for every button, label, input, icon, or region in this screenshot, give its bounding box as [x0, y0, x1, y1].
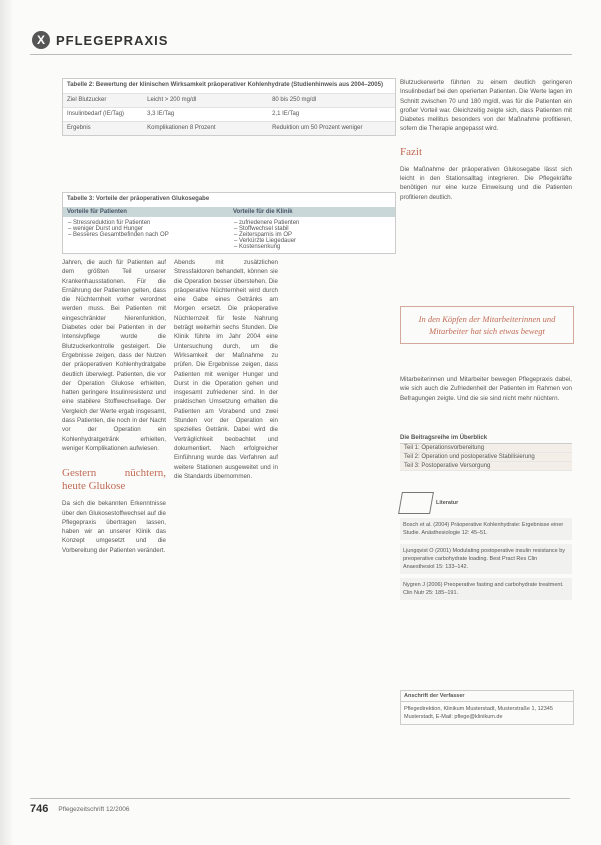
- section-title: PFLEGEPRAXIS: [56, 32, 169, 48]
- header: [32, 28, 168, 52]
- table-cell: Reduktion um 50 Prozent weniger: [272, 124, 363, 131]
- body-text: Blutzuckerwerte führten zu einem deutlich geringeren Insulinbedarf bei den operierten Patienten. Die Werte lagen im Schnitt zwischen 70 und 180 mg/dl, was für die Patienten ein großer Vorteil war. Gleichzeitig zeigte sich, dass Patienten mit Diabetes mellitus besonders von der Maßnahme profitieren, sofern die Therapie angepasst wird.: [400, 79, 572, 133]
- series-item: Teil 3: Postoperative Versorgung: [400, 462, 572, 471]
- table-3: [62, 192, 396, 254]
- body-text: Die Maßnahme der präoperativen Glukosegabe lässt sich leicht in den Stationsalltag integrieren. Die Pflegekräfte benötigen nur eine kurze Einweisung und die Patienten profitieren deutlich.: [400, 165, 572, 201]
- reference: Nygren J (2006) Preoperative fasting and carbohydrate treatment. Clin Nutr 25: 185–191.: [400, 578, 572, 600]
- table-cell: Leicht > 200 mg/dl: [147, 96, 197, 103]
- book-icon: [398, 492, 434, 514]
- list-item: – Stoffwechsel stabil: [239, 226, 391, 232]
- series-box-title: Die Beitragsreihe im Überblick: [400, 433, 572, 444]
- body-text: Mitarbeiterinnen und Mitarbeiter bewegen Pflegepraxis dabei, wie sich auch die Zufriedenheit der Patienten im Rahmen von Befragungen zeigte. Und die sie sind nicht mehr nüchtern.: [400, 376, 572, 402]
- series-item: Teil 2: Operation und postoperative Stabilisierung: [400, 453, 572, 462]
- list-item: – Zeitersparnis im OP: [239, 232, 391, 238]
- table-cell: Ergebnis: [67, 124, 91, 131]
- pull-quote: In den Köpfen der Mitarbeiterinnen und Mitarbeiter hat sich etwas bewegt: [400, 306, 574, 344]
- section-logo: X: [32, 31, 50, 49]
- table-cell: 2,1 IE/Tag: [272, 110, 300, 117]
- subheading: Gestern nüchtern, heute Glukose: [62, 467, 166, 493]
- table-title: Tabelle 2: Bewertung der klinischen Wirksamkeit präoperativer Kohlenhydrate (Studienhinweis aus 2004–2005): [67, 82, 383, 88]
- list-item: – zufriedenere Patienten: [239, 220, 391, 226]
- body-text: Da sich die bekannten Erkenntnisse über den Glukosestoffwechsel auf die Pflegepraxis übertragen lassen, haben wir an unserer Klinik das Konzept umgesetzt und die Vorbereitung der Patienten verändert.: [62, 500, 166, 554]
- list-item: – Kostensenkung: [239, 244, 391, 250]
- table-row: [63, 107, 395, 121]
- list-item: – weniger Durst und Hunger: [73, 226, 225, 232]
- list-item: – Besseres Gesamtbefinden nach OP: [73, 232, 225, 238]
- divider: [30, 54, 572, 55]
- series-box: [400, 433, 572, 471]
- table-cell: Komplikationen 8 Prozent: [147, 124, 216, 131]
- table-row: [63, 121, 395, 135]
- body-text: Jahren, die auch für Patienten auf dem größten Teil unserer Krankenhausstationen. Für die Ernährung der Patienten gelten, dass die Nüchternheit vorher verordnet werden muss. Bei Patienten mit eingeschränkter Nierenfunktion, Diabetes oder bei Patienten in der Intensivpflege wurde die Blutzuckerkontrolle gesteigert. Die Ergebnisse zeigen, dass der Nutzen der präoperativen Kohlenhydratgabe deutlich überwiegt. Patienten, die vor der Operation Glukose erhielten, hatten geringere Insulinresistenz und eine stabilere Stoffwechsellage. Der Vergleich der Werte ergab insgesamt, dass Patienten, die noch in der Nacht vor der Operation ein Kohlenhydratgetränk erhielten, weniger Komplikationen aufwiesen.: [62, 259, 166, 452]
- literature-box: [400, 492, 572, 604]
- table-head-cell: Vorteile für die Klinik: [233, 208, 293, 215]
- table-head-cell: Vorteile für Patienten: [67, 208, 127, 215]
- list-left: [63, 217, 229, 253]
- table-cell: 80 bis 250 mg/dl: [272, 96, 317, 103]
- reference: Ljungqvist O (2001) Modulating postoperative insulin resistance by preoperative carbohydrate loading. Best Pract Res Clin Anaesthesiol 15: 133–142.: [400, 544, 572, 574]
- list-item: – Verkürzte Liegedauer: [239, 238, 391, 244]
- list-right: [229, 217, 395, 253]
- table-cell: Insulinbedarf (IE/Tag): [67, 110, 125, 117]
- magazine-name: Pflegezeitschrift 12/2006: [58, 805, 130, 813]
- page-number: 746: [30, 803, 49, 815]
- footer: [30, 798, 570, 819]
- address-text: Pflegedirektion, Klinikum Musterstadt, Musterstraße 1, 12345 Musterstadt, E-Mail: pflege@klinikum.de: [404, 706, 553, 720]
- subheading: Fazit: [400, 145, 422, 158]
- table-head: [63, 207, 395, 217]
- table-cell: 3,3 IE/Tag: [147, 110, 175, 117]
- column-b: [174, 258, 278, 481]
- address-box: [400, 690, 574, 725]
- table-cell: Ziel Blutzucker: [67, 96, 107, 103]
- table-row: [63, 93, 395, 107]
- literature-header: [400, 492, 572, 514]
- column-c: [400, 78, 572, 202]
- address-title: Anschrift der Verfasser: [401, 691, 573, 702]
- table-2: [62, 78, 396, 136]
- page-shadow: [0, 0, 14, 845]
- table-title: Tabelle 3: Vorteile der präoperativen Glukosegabe: [67, 196, 210, 202]
- list-item: – Stressreduktion für Patienten: [73, 220, 225, 226]
- series-item: Teil 1: Operationsvorbereitung: [400, 444, 572, 453]
- column-a: [62, 258, 166, 555]
- column-c-lower: [400, 375, 572, 403]
- table-body: [63, 217, 395, 253]
- literature-title: Literatur: [436, 500, 459, 506]
- reference: Bosch et al. (2004) Präoperative Kohlenhydrate: Ergebnisse einer Studie. Anästhesiologie 12: 45–51.: [400, 518, 572, 540]
- body-text: Abends mit zusätzlichen Stressfaktoren behandelt, können sie die Operation besser überstehen. Die präoperative Nüchternheit wird durch eine Gabe eines Getränks am Morgen ersetzt. Die präoperative Nüchternzeit für feste Nahrung beträgt weiterhin sechs Stunden. Die Klinik führte im Jahr 2004 eine Untersuchung durch, um die Wirksamkeit der Maßnahme zu prüfen. Die Ergebnisse zeigen, dass Patienten mit weniger Hunger und Durst in die Operation gehen und insgesamt zufriedener sind. In der praktischen Umsetzung erhalten die Patienten am Vorabend und zwei Stunden vor der Operation ein spezielles Getränk. Dabei wird die Verträglichkeit beobachtet und dokumentiert. Nach erfolgreicher Einführung wurde das Verfahren auf weitere Stationen ausgeweitet und in die Standards übernommen.: [174, 259, 278, 480]
